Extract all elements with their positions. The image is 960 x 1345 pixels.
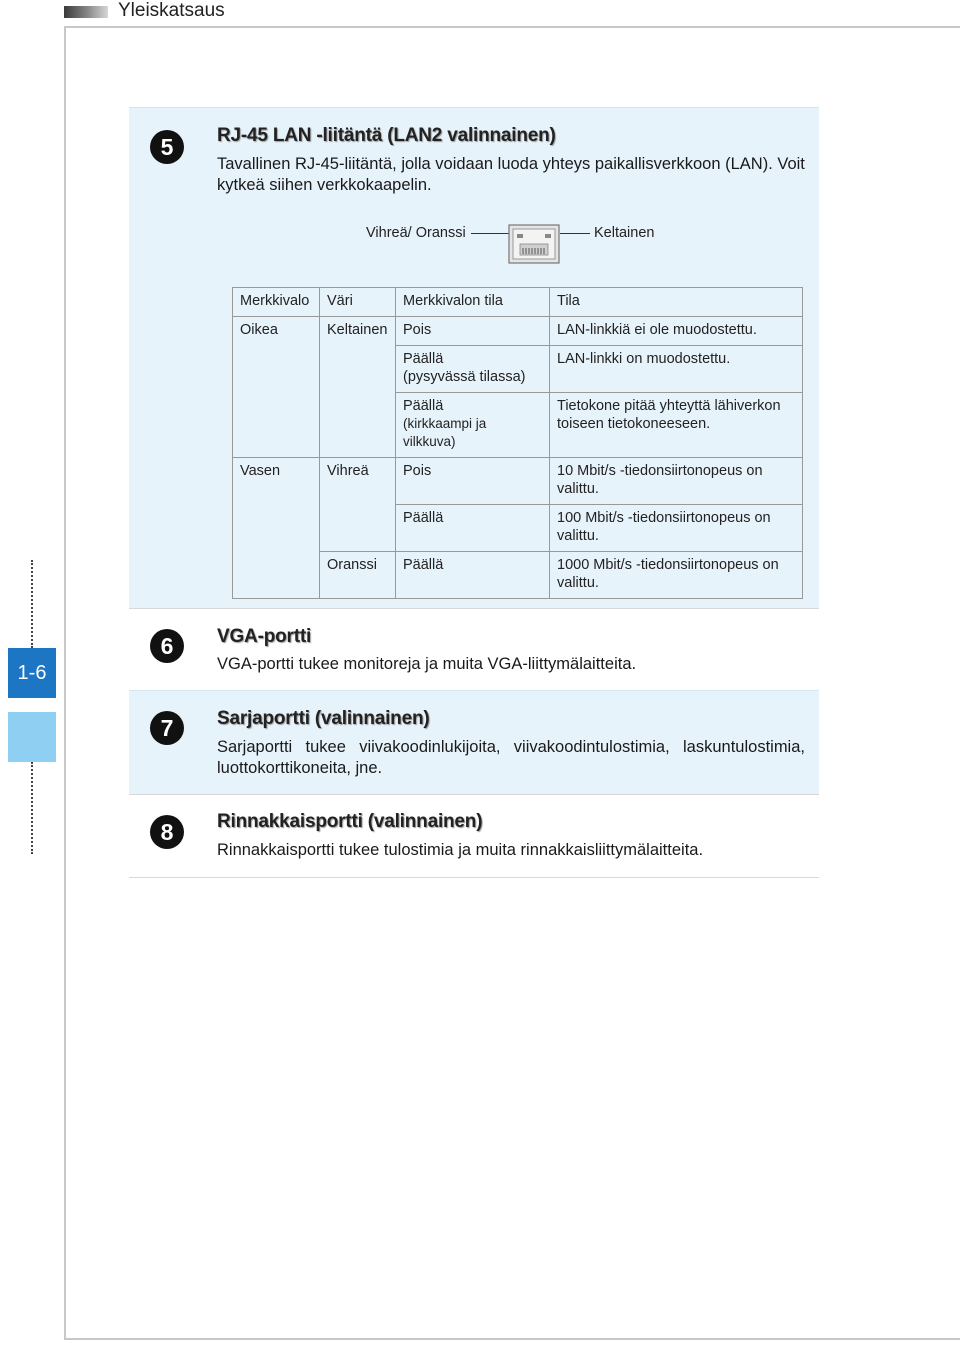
side-dotted-line-bottom — [31, 762, 33, 854]
section-title: Rinnakkaisportti (valinnainen) — [217, 811, 483, 832]
section-title: Sarjaportti (valinnainen) — [217, 708, 430, 729]
table-cell: Vasen — [233, 458, 320, 505]
state-label: Päällä — [403, 351, 444, 367]
table-cell — [396, 393, 550, 458]
frame-bottom-line — [64, 1338, 960, 1340]
table-cell: Pois — [396, 458, 550, 505]
table-cell-empty — [233, 393, 320, 458]
led-status-table — [232, 287, 803, 599]
table-cell-empty — [320, 346, 396, 393]
section-parallel-port — [129, 794, 819, 878]
section-title: VGA-portti — [217, 626, 312, 647]
table-row — [233, 317, 803, 346]
port-left-label: Vihreä/ Oranssi — [366, 225, 466, 241]
section-vga-port — [129, 608, 819, 691]
port-right-leader-line — [560, 233, 590, 234]
table-header-cell: Merkkivalon tila — [396, 288, 550, 317]
state-sublabel: (kirkkaampi ja vilkkuva) — [403, 416, 487, 449]
page-header-title: Yleiskatsaus — [118, 0, 225, 21]
side-dotted-line-top — [31, 560, 33, 648]
table-header-row — [233, 288, 803, 317]
rj45-port-icon — [508, 224, 560, 264]
table-cell: 100 Mbit/s -tiedonsiirtonopeus on valittu. — [550, 505, 803, 552]
table-cell: Keltainen — [320, 317, 396, 346]
page-number-tab: 1-6 — [8, 648, 56, 698]
table-cell: Päällä — [396, 552, 550, 599]
state-sublabel: (pysyvässä tilassa) — [403, 369, 526, 385]
header-bar — [64, 6, 108, 18]
table-row — [233, 393, 803, 458]
table-cell: 10 Mbit/s -tiedonsiirtonopeus on valittu. — [550, 458, 803, 505]
section-rj45-lan — [129, 107, 819, 608]
section-number-badge: 5 — [150, 130, 184, 164]
table-row — [233, 458, 803, 505]
table-header-cell: Tila — [550, 288, 803, 317]
port-left-leader-line — [471, 233, 509, 234]
section-number-badge: 7 — [150, 711, 184, 745]
table-cell: Pois — [396, 317, 550, 346]
section-description: VGA-portti tukee monitoreja ja muita VGA-liittymälaitteita. — [217, 655, 637, 673]
section-title: RJ-45 LAN -liitäntä (LAN2 valinnainen) — [217, 125, 556, 146]
table-cell — [396, 346, 550, 393]
section-description: Rinnakkaisportti tukee tulostimia ja muita rinnakkaisliittymälaitteita. — [217, 841, 704, 859]
table-cell: Vihreä — [320, 458, 396, 505]
section-serial-port — [129, 690, 819, 795]
table-row — [233, 552, 803, 599]
table-cell-empty — [233, 505, 320, 552]
port-right-label: Keltainen — [594, 225, 655, 241]
side-marker — [8, 712, 56, 762]
frame-top-line — [64, 26, 960, 28]
section-number-badge: 8 — [150, 815, 184, 849]
table-cell: Oikea — [233, 317, 320, 346]
table-header-cell: Väri — [320, 288, 396, 317]
table-cell: Tietokone pitää yhteyttä lähiverkon toiseen tietokoneeseen. — [550, 393, 803, 458]
table-cell: LAN-linkkiä ei ole muodostettu. — [550, 317, 803, 346]
table-row — [233, 505, 803, 552]
table-cell-empty — [233, 552, 320, 599]
state-label: Päällä — [403, 398, 444, 414]
table-header-cell: Merkkivalo — [233, 288, 320, 317]
section-number-badge: 6 — [150, 629, 184, 663]
table-cell: Oranssi — [320, 552, 396, 599]
table-cell: Päällä — [396, 505, 550, 552]
table-row — [233, 346, 803, 393]
section-description: Tavallinen RJ-45-liitäntä, jolla voidaan luoda yhteys paikallisverkkoon (LAN). Voit kytkeä siihen verkkokaapelin. — [217, 155, 805, 194]
table-cell-empty — [320, 393, 396, 458]
frame-left-line — [64, 26, 66, 1340]
table-cell-empty — [320, 505, 396, 552]
table-cell: LAN-linkki on muodostettu. — [550, 346, 803, 393]
section-description: Sarjaportti tukee viivakoodinlukijoita, viivakoodintulostimia, laskuntulostimia, luottokorttikoneita, jne. — [217, 738, 805, 777]
table-cell: 1000 Mbit/s -tiedonsiirtonopeus on valittu. — [550, 552, 803, 599]
table-cell-empty — [233, 346, 320, 393]
